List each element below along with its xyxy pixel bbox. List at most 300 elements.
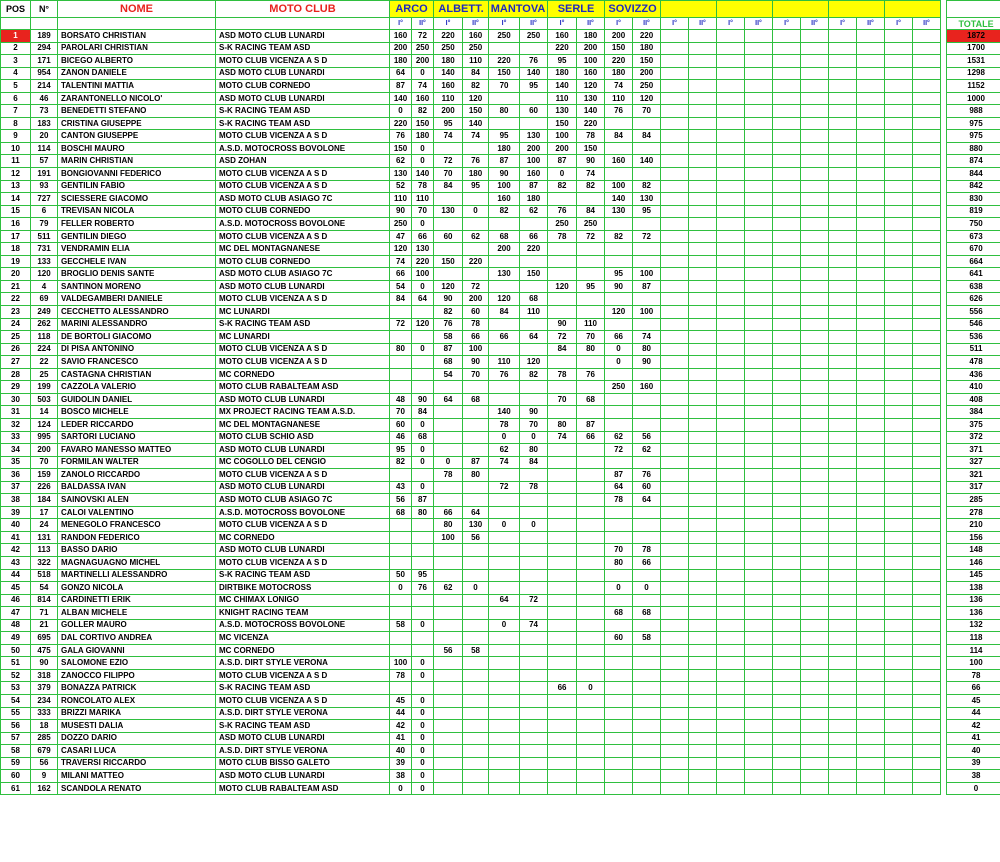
cell-score (773, 130, 801, 143)
cell-score (913, 757, 941, 770)
cell-score: 74 (390, 255, 412, 268)
cell-score: 180 (577, 30, 605, 43)
cell-number: 285 (31, 732, 58, 745)
table-row (1, 694, 1000, 707)
cell-score (520, 506, 548, 519)
cell-score (913, 657, 941, 670)
cell-score (390, 644, 412, 657)
cell-score (745, 707, 773, 720)
cell-score (717, 582, 745, 595)
cell-score: 56 (633, 431, 661, 444)
cell-score (689, 669, 717, 682)
cell-score: 160 (434, 80, 463, 93)
cell-score: 66 (548, 682, 577, 695)
cell-rider-name: CANTON GIUSEPPE (58, 130, 216, 143)
cell-score: 110 (390, 193, 412, 206)
table-row (1, 205, 1000, 218)
cell-score: 0 (390, 782, 412, 795)
cell-score (801, 669, 829, 682)
cell-totale: 975 (947, 130, 1000, 143)
cell-score (885, 694, 913, 707)
cell-score: 78 (520, 481, 548, 494)
cell-score (717, 519, 745, 532)
cell-score (489, 569, 520, 582)
cell-score: 180 (434, 55, 463, 68)
cell-score (689, 306, 717, 319)
cell-score (829, 431, 857, 444)
cell-totale: 410 (947, 381, 1000, 394)
cell-score: 64 (605, 481, 633, 494)
cell-pos: 1 (1, 30, 31, 43)
cell-score (689, 720, 717, 733)
cell-score (661, 243, 689, 256)
cell-score (857, 406, 885, 419)
cell-number: 995 (31, 431, 58, 444)
cell-score (661, 644, 689, 657)
cell-score (913, 381, 941, 394)
cell-totale: 0 (947, 782, 1000, 795)
cell-score (489, 255, 520, 268)
cell-score (412, 632, 434, 645)
cell-score (605, 456, 633, 469)
cell-score (857, 343, 885, 356)
cell-score (801, 180, 829, 193)
cell-score (689, 193, 717, 206)
cell-score: 78 (412, 180, 434, 193)
cell-score (463, 381, 489, 394)
cell-score (689, 67, 717, 80)
cell-score: 68 (463, 393, 489, 406)
cell-score (689, 142, 717, 155)
cell-score (689, 130, 717, 143)
cell-score (689, 531, 717, 544)
cell-score (885, 255, 913, 268)
cell-score: 90 (463, 356, 489, 369)
cell-score (857, 682, 885, 695)
cell-score (885, 682, 913, 695)
cell-score (689, 494, 717, 507)
cell-score (661, 456, 689, 469)
cell-pos: 50 (1, 644, 31, 657)
cell-totale: 132 (947, 619, 1000, 632)
cell-score: 100 (412, 268, 434, 281)
cell-score: 95 (412, 569, 434, 582)
cell-totale: 408 (947, 393, 1000, 406)
cell-score: 70 (520, 418, 548, 431)
cell-score (434, 745, 463, 758)
cell-score (857, 607, 885, 620)
cell-pos: 30 (1, 393, 31, 406)
cell-score (463, 431, 489, 444)
cell-score: 66 (412, 230, 434, 243)
cell-score (745, 594, 773, 607)
cell-moto-club: MOTO CLUB RABALTEAM ASD (216, 782, 390, 795)
cell-score (913, 481, 941, 494)
cell-score (717, 770, 745, 783)
cell-score: 82 (463, 80, 489, 93)
cell-score (577, 720, 605, 733)
cell-score: 64 (520, 331, 548, 344)
cell-score (913, 55, 941, 68)
subheader-race-1: I° (548, 18, 577, 30)
cell-score (689, 519, 717, 532)
table-row (1, 682, 1000, 695)
cell-score (633, 569, 661, 582)
cell-score: 80 (520, 444, 548, 457)
cell-score (801, 657, 829, 670)
cell-score (412, 594, 434, 607)
subheader-race-2: II° (801, 18, 829, 30)
cell-score (829, 531, 857, 544)
table-row (1, 117, 1000, 130)
cell-score (829, 682, 857, 695)
cell-score (489, 745, 520, 758)
cell-score (633, 117, 661, 130)
cell-score (801, 745, 829, 758)
cell-score (548, 481, 577, 494)
cell-score (829, 80, 857, 93)
table-row (1, 393, 1000, 406)
cell-score (633, 506, 661, 519)
cell-score (412, 644, 434, 657)
cell-number: 954 (31, 67, 58, 80)
cell-rider-name: MAGNAGUAGNO MICHEL (58, 556, 216, 569)
cell-rider-name: GONZO NICOLA (58, 582, 216, 595)
cell-score (829, 356, 857, 369)
cell-score: 150 (548, 117, 577, 130)
cell-rider-name: MENEGOLO FRANCESCO (58, 519, 216, 532)
cell-score: 50 (390, 569, 412, 582)
cell-score (661, 42, 689, 55)
cell-score (745, 406, 773, 419)
cell-rider-name: FELLER ROBERTO (58, 218, 216, 231)
cell-score (577, 306, 605, 319)
cell-score (412, 331, 434, 344)
cell-score (489, 720, 520, 733)
cell-score: 46 (390, 431, 412, 444)
cell-score (633, 318, 661, 331)
cell-score: 70 (390, 406, 412, 419)
cell-score: 58 (463, 644, 489, 657)
cell-score: 68 (412, 431, 434, 444)
cell-number: 56 (31, 757, 58, 770)
cell-score (745, 782, 773, 795)
cell-number: 18 (31, 720, 58, 733)
cell-score (390, 531, 412, 544)
subheader-race-1: I° (885, 18, 913, 30)
cell-score (829, 582, 857, 595)
cell-score (520, 707, 548, 720)
cell-score (773, 657, 801, 670)
cell-score (829, 381, 857, 394)
cell-rider-name: TALENTINI MATTIA (58, 80, 216, 93)
cell-score (661, 632, 689, 645)
cell-score (717, 406, 745, 419)
cell-number: 159 (31, 469, 58, 482)
cell-score (577, 619, 605, 632)
cell-score (689, 331, 717, 344)
cell-score (745, 280, 773, 293)
cell-score (689, 293, 717, 306)
cell-moto-club: MX PROJECT RACING TEAM A.S.D. (216, 406, 390, 419)
cell-score (773, 406, 801, 419)
cell-score (885, 356, 913, 369)
cell-score (801, 531, 829, 544)
cell-score: 150 (434, 255, 463, 268)
cell-score (463, 556, 489, 569)
col-header-moto-club: MOTO CLUB (216, 1, 390, 18)
cell-pos: 14 (1, 193, 31, 206)
cell-rider-name: BENEDETTI STEFANO (58, 105, 216, 118)
cell-rider-name: SAVIO FRANCESCO (58, 356, 216, 369)
cell-score (913, 556, 941, 569)
cell-score: 130 (633, 193, 661, 206)
cell-score (689, 356, 717, 369)
cell-score (773, 230, 801, 243)
cell-score (548, 444, 577, 457)
cell-number: 133 (31, 255, 58, 268)
cell-score (489, 381, 520, 394)
cell-score: 64 (434, 393, 463, 406)
cell-score: 70 (577, 331, 605, 344)
cell-number: 518 (31, 569, 58, 582)
cell-score (717, 180, 745, 193)
table-row (1, 293, 1000, 306)
cell-rider-name: BROGLIO DENIS SANTE (58, 268, 216, 281)
cell-score (390, 356, 412, 369)
cell-score (745, 745, 773, 758)
cell-score (605, 418, 633, 431)
cell-score: 70 (605, 544, 633, 557)
cell-pos: 39 (1, 506, 31, 519)
cell-number: 262 (31, 318, 58, 331)
cell-score (520, 469, 548, 482)
cell-score (577, 669, 605, 682)
cell-score: 90 (605, 280, 633, 293)
cell-score (605, 255, 633, 268)
cell-score (689, 469, 717, 482)
cell-score (548, 293, 577, 306)
cell-score: 72 (489, 481, 520, 494)
cell-score: 250 (633, 80, 661, 93)
subheader-row (1, 18, 1000, 30)
cell-score: 48 (390, 393, 412, 406)
table-row (1, 230, 1000, 243)
table-row (1, 544, 1000, 557)
cell-score (857, 168, 885, 181)
cell-totale: 45 (947, 694, 1000, 707)
cell-score (489, 494, 520, 507)
cell-score: 180 (633, 42, 661, 55)
totale-header-top (947, 1, 1000, 18)
cell-score (829, 519, 857, 532)
cell-score (661, 657, 689, 670)
subheader-race-1: I° (434, 18, 463, 30)
cell-pos: 22 (1, 293, 31, 306)
cell-score (801, 582, 829, 595)
table-row (1, 782, 1000, 795)
cell-score: 72 (548, 331, 577, 344)
cell-score (913, 130, 941, 143)
cell-score (463, 657, 489, 670)
cell-score (885, 55, 913, 68)
cell-totale: 664 (947, 255, 1000, 268)
cell-totale: 156 (947, 531, 1000, 544)
cell-moto-club: MOTO CLUB CORNEDO (216, 255, 390, 268)
cell-pos: 3 (1, 55, 31, 68)
cell-score (801, 42, 829, 55)
cell-score (885, 80, 913, 93)
cell-totale: 830 (947, 193, 1000, 206)
cell-score (913, 230, 941, 243)
cell-score (745, 682, 773, 695)
cell-score (605, 594, 633, 607)
cell-score (801, 55, 829, 68)
cell-score: 87 (577, 418, 605, 431)
cell-totale: 1000 (947, 92, 1000, 105)
cell-score (885, 381, 913, 394)
cell-score (773, 732, 801, 745)
cell-score: 120 (463, 92, 489, 105)
cell-pos: 18 (1, 243, 31, 256)
subheader-race-1: I° (773, 18, 801, 30)
cell-score: 160 (633, 381, 661, 394)
cell-score (773, 632, 801, 645)
cell-number: 503 (31, 393, 58, 406)
cell-number: 24 (31, 519, 58, 532)
cell-score (885, 594, 913, 607)
cell-totale: 327 (947, 456, 1000, 469)
cell-score (857, 669, 885, 682)
cell-number: 224 (31, 343, 58, 356)
cell-score: 74 (633, 331, 661, 344)
cell-number: 17 (31, 506, 58, 519)
cell-score: 95 (434, 117, 463, 130)
cell-score: 56 (463, 531, 489, 544)
cell-score: 0 (605, 356, 633, 369)
cell-score: 58 (390, 619, 412, 632)
cell-score (829, 230, 857, 243)
cell-score: 87 (434, 343, 463, 356)
cell-pos: 58 (1, 745, 31, 758)
cell-score (520, 531, 548, 544)
cell-pos: 35 (1, 456, 31, 469)
cell-score: 40 (390, 745, 412, 758)
cell-score (548, 531, 577, 544)
cell-score (633, 694, 661, 707)
cell-score: 0 (434, 456, 463, 469)
cell-score (577, 770, 605, 783)
cell-score (801, 632, 829, 645)
cell-score: 140 (605, 193, 633, 206)
cell-score (520, 218, 548, 231)
cell-score (913, 494, 941, 507)
cell-score (689, 105, 717, 118)
cell-moto-club: ASD MOTO CLUB LUNARDI (216, 393, 390, 406)
cell-score: 84 (605, 130, 633, 143)
cell-score (717, 569, 745, 582)
cell-score (857, 293, 885, 306)
cell-score (773, 255, 801, 268)
cell-score (689, 444, 717, 457)
cell-rider-name: GOLLER MAURO (58, 619, 216, 632)
cell-score (577, 381, 605, 394)
cell-score (745, 669, 773, 682)
cell-score (605, 732, 633, 745)
cell-score (801, 682, 829, 695)
cell-score: 110 (463, 55, 489, 68)
cell-score (773, 381, 801, 394)
cell-pos: 13 (1, 180, 31, 193)
table-row (1, 92, 1000, 105)
cell-score (801, 519, 829, 532)
cell-number: 679 (31, 745, 58, 758)
cell-moto-club: A.S.D. MOTOCROSS BOVOLONE (216, 619, 390, 632)
cell-score: 0 (412, 142, 434, 155)
cell-score (661, 180, 689, 193)
cell-score (605, 243, 633, 256)
standings-body (1, 30, 1000, 795)
cell-score (745, 720, 773, 733)
cell-score (885, 494, 913, 507)
cell-score (829, 694, 857, 707)
cell-totale: 641 (947, 268, 1000, 281)
cell-score: 220 (463, 255, 489, 268)
cell-moto-club: MOTO CLUB VICENZA A S D (216, 230, 390, 243)
cell-score (463, 406, 489, 419)
cell-score: 82 (633, 180, 661, 193)
cell-score: 0 (489, 431, 520, 444)
cell-score: 84 (633, 130, 661, 143)
cell-score: 72 (605, 444, 633, 457)
cell-score (801, 293, 829, 306)
cell-score (745, 657, 773, 670)
cell-score (857, 694, 885, 707)
cell-score (689, 280, 717, 293)
cell-score: 100 (463, 343, 489, 356)
cell-score (885, 42, 913, 55)
cell-score (885, 343, 913, 356)
cell-score (463, 782, 489, 795)
cell-score (773, 757, 801, 770)
cell-score (463, 218, 489, 231)
cell-score: 110 (548, 92, 577, 105)
cell-score: 100 (390, 657, 412, 670)
cell-score (548, 644, 577, 657)
cell-score (857, 707, 885, 720)
cell-score (434, 431, 463, 444)
cell-number: 318 (31, 669, 58, 682)
cell-score (885, 632, 913, 645)
cell-score: 150 (463, 105, 489, 118)
cell-score (520, 494, 548, 507)
subheader-race-2: II° (913, 18, 941, 30)
cell-score (745, 619, 773, 632)
cell-score (463, 193, 489, 206)
table-row (1, 80, 1000, 93)
cell-score (885, 67, 913, 80)
cell-score (829, 418, 857, 431)
cell-score (885, 506, 913, 519)
cell-rider-name: SAINOVSKI ALEN (58, 494, 216, 507)
cell-score (689, 682, 717, 695)
cell-score: 76 (548, 205, 577, 218)
cell-score (745, 180, 773, 193)
cell-number: 79 (31, 218, 58, 231)
cell-score (745, 155, 773, 168)
cell-rider-name: BOSCHI MAURO (58, 142, 216, 155)
cell-moto-club: ASD MOTO CLUB LUNARDI (216, 444, 390, 457)
